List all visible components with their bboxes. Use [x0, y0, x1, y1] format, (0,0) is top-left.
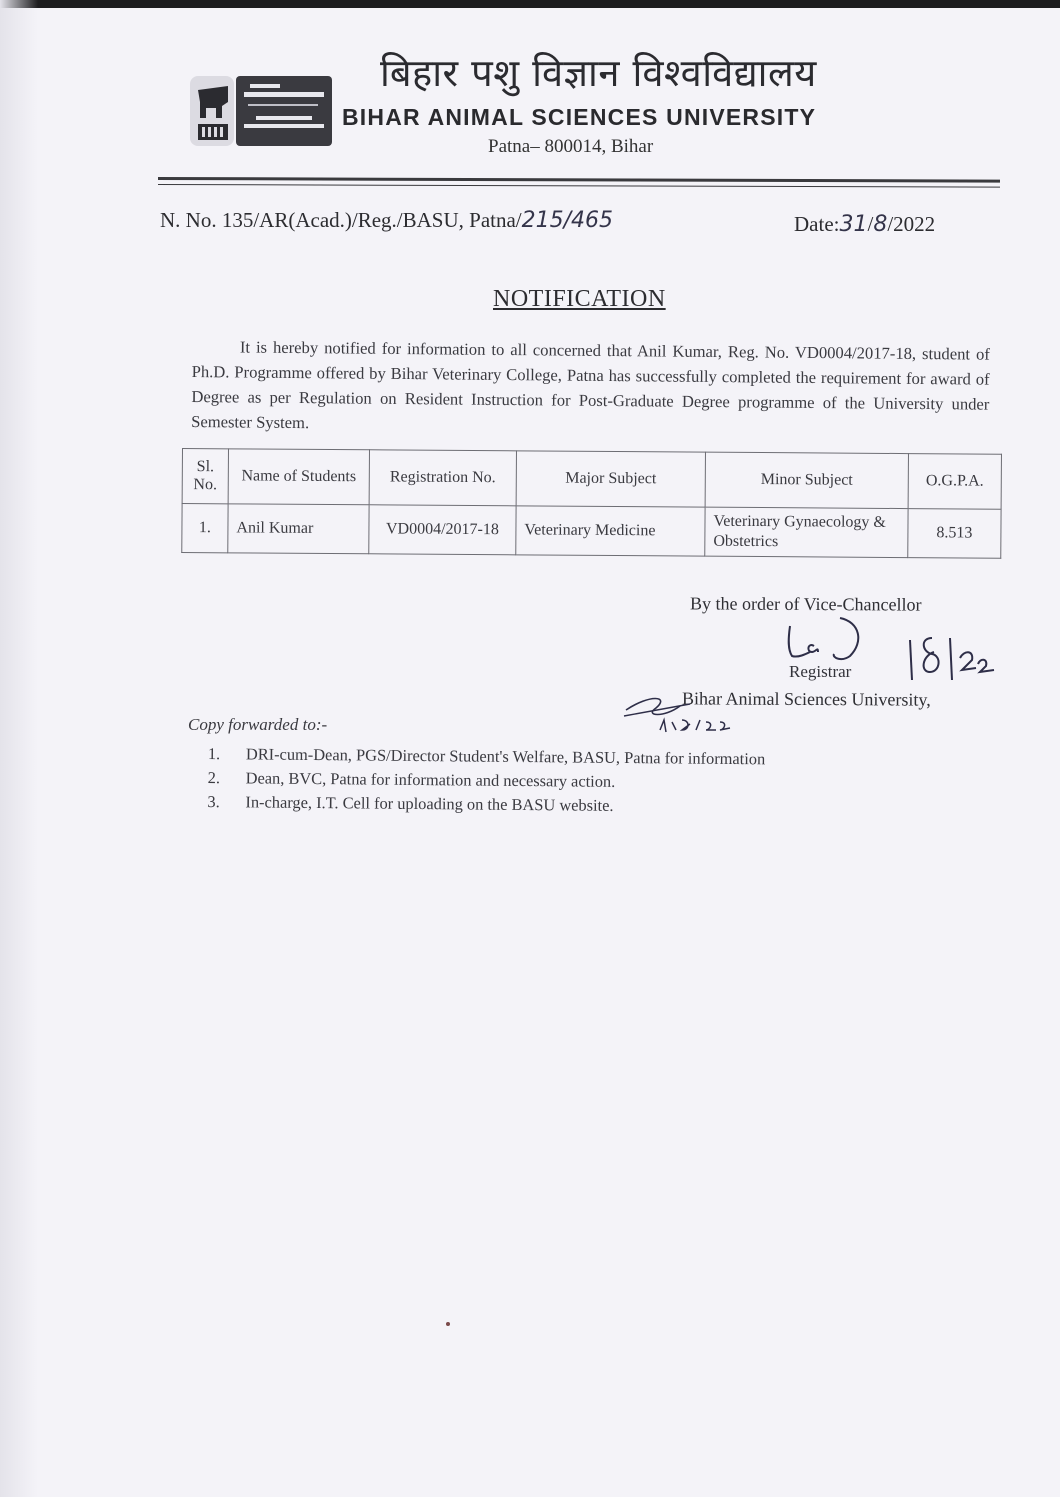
reference-handwritten-number: 215/465	[521, 208, 614, 233]
english-university-title: BIHAR ANIMAL SCIENCES UNIVERSITY	[342, 104, 817, 130]
initials-mark	[620, 690, 780, 740]
scan-top-edge	[0, 0, 1060, 8]
list-item: 2. Dean, BVC, Patna for information and necessary action.	[207, 767, 616, 791]
col-registration: Registration No.	[369, 450, 516, 506]
date-day: 31	[839, 212, 868, 237]
cell-registration: VD0004/2017-18	[369, 505, 516, 555]
col-major-subject: Major Subject	[516, 451, 705, 507]
col-name: Name of Students	[228, 449, 369, 505]
cell-name: Anil Kumar	[228, 504, 369, 554]
table-header-row	[182, 449, 1001, 510]
col-sl-no: Sl. No.	[182, 449, 228, 504]
cell-ogpa: 8.513	[908, 509, 1001, 559]
list-item: 3. In-charge, I.T. Cell for uploading on the BASU website.	[207, 791, 614, 815]
header-rule-thick	[158, 177, 1000, 183]
copy-forwarded-heading: Copy forwarded to:-	[188, 715, 328, 734]
header-rule-thin	[158, 184, 1000, 188]
reference-prefix: N. No. 135/AR(Acad.)/Reg./BASU, Patna/	[160, 208, 522, 232]
col-minor-subject: Minor Subject	[705, 452, 908, 508]
hindi-university-title: बिहार पशु विज्ञान विश्वविद्यालय	[380, 51, 817, 95]
cell-minor-subject: Veterinary Gynaecology & Obstetrics	[705, 507, 908, 557]
scan-speck	[446, 1322, 450, 1326]
registrar-designation: Registrar	[789, 662, 852, 681]
copy-forwarded-list	[207, 744, 765, 821]
university-address: Patna– 800014, Bihar	[488, 136, 654, 157]
order-line: By the order of Vice-Chancellor	[689, 593, 922, 615]
cell-sl-no: 1.	[182, 504, 228, 553]
col-ogpa: O.G.P.A.	[908, 454, 1001, 510]
result-table	[181, 448, 1002, 559]
scan-left-shadow	[0, 0, 38, 1497]
cell-major-subject: Veterinary Medicine	[516, 506, 705, 556]
table-row	[182, 504, 1001, 559]
date-month: 8	[873, 212, 888, 237]
date-year: /2022	[887, 212, 936, 236]
notification-body: It is hereby notified for information to all concerned that Anil Kumar, Reg. No. VD0004/2017-18, student of Ph.D. Programme offered by Bihar Veterinary College, Patna has successfully completed the requirement for award of Degree as per Regulation on Resident Instruction for Post-Graduate Degree programme of the University under Semester System.	[191, 337, 990, 433]
notification-heading: NOTIFICATION	[493, 286, 666, 312]
university-logo	[188, 72, 334, 150]
university-name-signoff: Bihar Animal Sciences University,	[681, 688, 931, 710]
list-item: 1. DRI-cum-Dean, PGS/Director Student's Welfare, BASU, Patna for information	[207, 744, 766, 769]
reference-number	[160, 208, 613, 233]
date-label: Date:	[794, 212, 840, 236]
notification-date: Date:31/8/2022	[794, 212, 936, 237]
